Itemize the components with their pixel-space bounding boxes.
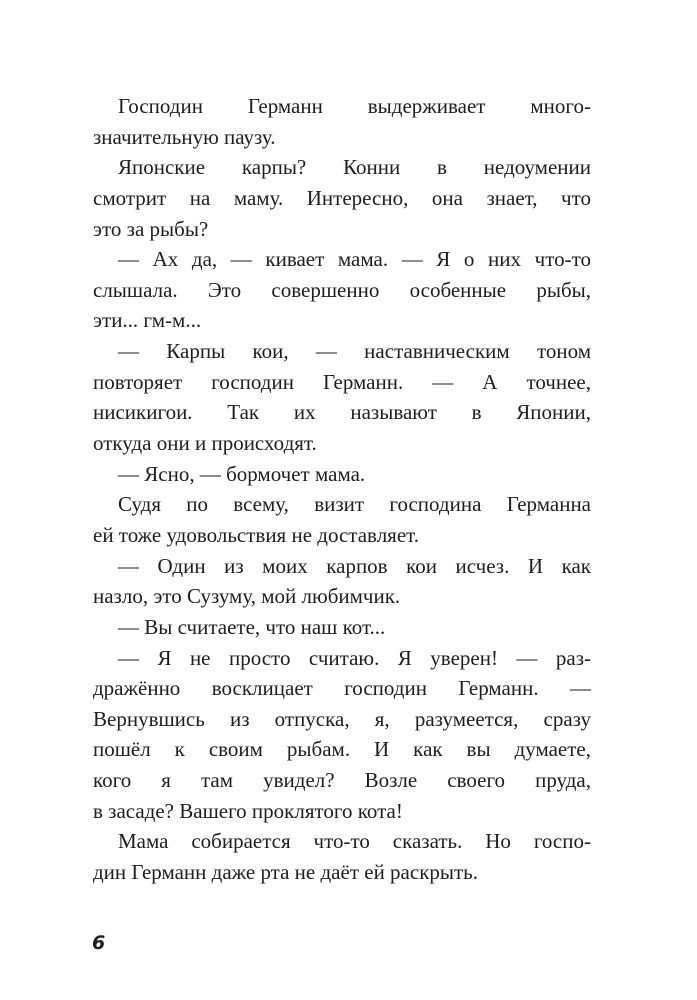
text-line: откуда они и происходят. bbox=[93, 431, 317, 456]
text-line: нисикигои. Так их называют в Японии, bbox=[93, 400, 591, 425]
text-line: Господин Германн выдерживает много- bbox=[118, 94, 591, 118]
text-line: дин Германн даже рта не даёт ей раскрыть. bbox=[93, 860, 479, 885]
text-line: — Один из моих карпов кои исчез. И как bbox=[118, 553, 591, 578]
text-line: в засаде? Вашего проклятого кота! bbox=[93, 798, 403, 823]
text-line: дражённо восклицает господин Германн. — bbox=[93, 676, 591, 701]
text-line: это за рыбы? bbox=[93, 216, 209, 241]
text-line: — Карпы кои, — наставническим тоном bbox=[118, 339, 591, 364]
text-line: значительную паузу. bbox=[93, 124, 276, 149]
text-line: — Вы считаете, что наш кот... bbox=[118, 614, 386, 639]
text-line: — Я не просто считаю. Я уверен! — раз- bbox=[118, 645, 591, 670]
text-line: пошёл к своим рыбам. И как вы думаете, bbox=[93, 737, 591, 762]
text-line: — Ясно, — бормочет мама. bbox=[118, 461, 366, 486]
text-line: — Ах да, — кивает мама. — Я о них что-то bbox=[118, 247, 591, 272]
text-line: кого я там увидел? Возле своего пруда, bbox=[93, 768, 591, 793]
text-line: смотрит на маму. Интересно, она знает, что bbox=[93, 185, 591, 210]
page-number: 6 bbox=[92, 932, 106, 954]
text-line: ей тоже удовольствия не доставляет. bbox=[93, 522, 420, 547]
body-text bbox=[93, 91, 591, 888]
text-line: повторяет господин Германн. — А точнее, bbox=[93, 369, 591, 394]
text-line: Японские карпы? Конни в недоумении bbox=[118, 155, 591, 180]
text-line: назло, это Сузуму, мой любимчик. bbox=[93, 584, 401, 609]
text-line: Судя по всему, визит господина Германна bbox=[118, 492, 591, 517]
text-line: эти... гм-м... bbox=[93, 308, 202, 333]
text-line: Мама собирается что-то сказать. Но госпо- bbox=[118, 829, 591, 854]
text-line: слышала. Это совершенно особенные рыбы, bbox=[93, 277, 591, 302]
text-line: Вернувшись из отпуска, я, разумеется, сразу bbox=[93, 706, 591, 731]
